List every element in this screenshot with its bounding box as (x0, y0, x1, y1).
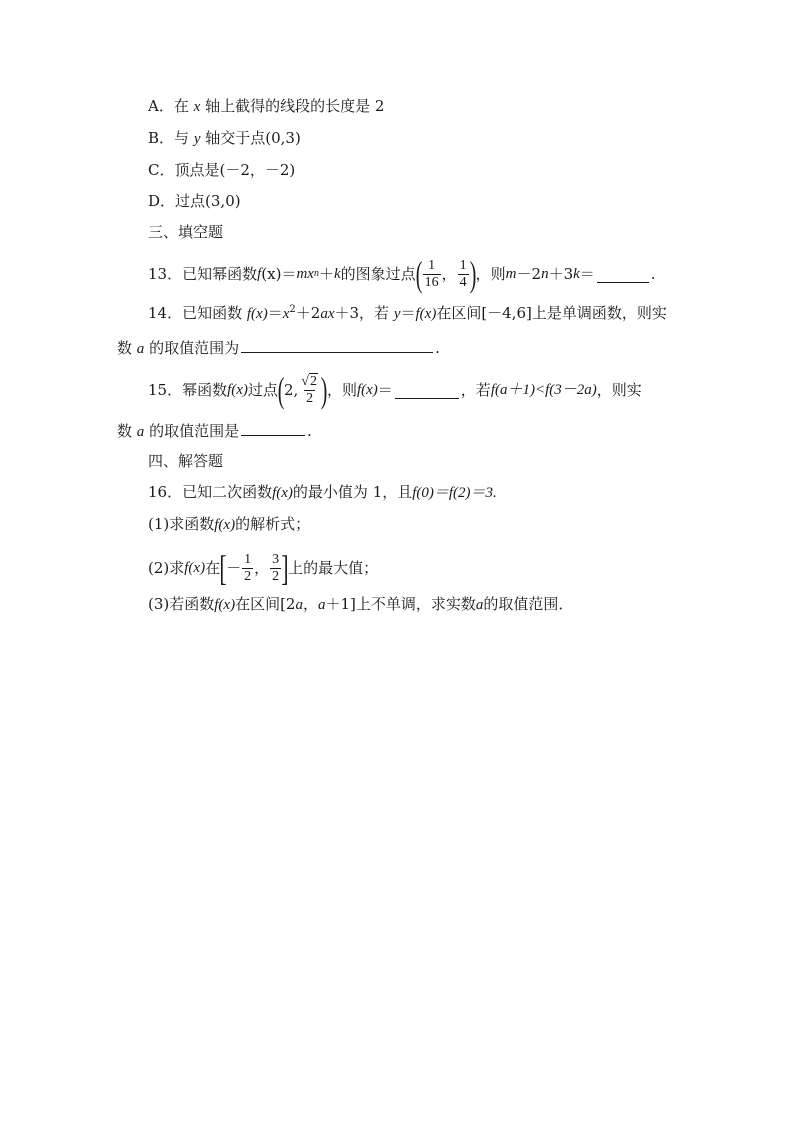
q15-frac-den: 2 (306, 390, 314, 406)
option-b-var: y (193, 131, 201, 147)
q14-y: y (393, 306, 401, 322)
q15-if: ，若 (460, 381, 491, 399)
q14-a: a (136, 341, 145, 357)
option-b (148, 128, 301, 149)
q16-p2-neg: － (226, 559, 242, 577)
q14-line2-prefix: 数 (117, 339, 133, 357)
q16-p2-right-bracket: ] (281, 548, 289, 588)
question-14-line-1 (148, 303, 667, 324)
q14-answer-blank[interactable] (241, 336, 433, 353)
q13-frac2-num: 1 (459, 257, 467, 273)
q15-fx2: f(x) (356, 382, 378, 398)
q15-condition: f(a＋1)<f(3－2a) (490, 382, 597, 398)
q13-expr-minus: －2 (516, 265, 542, 283)
q16-p3-a3: a (475, 597, 484, 613)
q13-prefix: 13．已知幂函数 (148, 265, 258, 283)
option-d-text: D．过点(3,0) (148, 192, 241, 210)
q15-fraction (299, 374, 320, 407)
option-a (148, 96, 384, 117)
q14-eqf: ＝ (400, 304, 416, 322)
q15-answer-blank-2[interactable] (241, 419, 305, 436)
q16-condition: f(0)＝f(2)＝3. (412, 485, 497, 501)
q15-frac-num (299, 374, 320, 390)
q15-right-paren: ) (320, 370, 328, 410)
q16-p3-fx: f(x) (214, 597, 236, 613)
q15-a: a (136, 424, 145, 440)
q14-fx: f(x) (246, 306, 268, 322)
option-c-text: C．顶点是(－2，－2) (148, 161, 296, 179)
q13-mx: mx (296, 266, 314, 282)
q13-frac1-den: 16 (424, 274, 439, 290)
q14-prefix: 14．已知函数 (148, 304, 243, 322)
q13-expr-k: k (573, 266, 580, 282)
q13-left-paren: ( (415, 254, 422, 294)
q15-left-paren: ( (277, 370, 285, 410)
q16-p3-a: a (295, 597, 303, 613)
question-16 (148, 482, 497, 503)
option-b-text: 轴交于点(0,3) (205, 129, 301, 147)
option-d (148, 191, 241, 211)
q16-p3-rest: 的取值范围． (483, 595, 574, 613)
q15-fx: f(x) (227, 382, 248, 398)
q13-expr-plus: ＋3 (548, 265, 574, 283)
option-b-label: B．与 (148, 129, 190, 147)
q15-then: ，则 (326, 381, 357, 399)
q16-p2-fraction-2 (270, 552, 281, 585)
q15-sqrt: √2 (301, 373, 317, 389)
q16-p2-frac2-den: 2 (272, 568, 280, 584)
q16-p2-fraction-1 (242, 552, 253, 585)
q13-k: k (333, 266, 341, 282)
q15-line2-prefix: 数 (117, 422, 133, 440)
q14-line2-rest: 的取值范围为 (149, 339, 240, 357)
q14-fx2: f(x) (415, 306, 437, 322)
section-answer-heading (148, 451, 223, 471)
q15-line2-rest: 的取值范围是 (149, 422, 240, 440)
q14-line1-rest: 在区间[－4,6]上是单调函数，则实 (436, 304, 667, 322)
q13-fx-paren: (x)＝ (261, 265, 297, 283)
q13-period: . (650, 265, 656, 283)
q16-p3-mid2: ＋1]上不单调，求实数 (325, 595, 476, 613)
q16-mid: 的最小值为 1，且 (292, 483, 413, 501)
q16-part-3 (148, 594, 573, 615)
q13-answer-blank[interactable] (597, 266, 649, 283)
q16-p3-mid: 在区间[2 (235, 595, 296, 613)
q16-p2-left-bracket: [ (219, 548, 227, 588)
q13-graph-text: 的图象过点 (340, 265, 416, 283)
q16-p2-frac2-num: 3 (272, 551, 280, 567)
q13-comma: ， (441, 265, 457, 283)
q16-p2-frac1-den: 2 (244, 568, 252, 584)
q16-part-1 (148, 514, 310, 535)
q16-p2-prefix: (2)求 (148, 559, 185, 577)
option-a-label: A．在 (148, 97, 189, 115)
q15-period: . (307, 422, 312, 440)
q13-fraction-1 (423, 258, 441, 291)
question-14-line-2 (117, 336, 440, 359)
q13-right-paren: ) (469, 254, 476, 294)
q15-two: 2, (283, 381, 299, 399)
q16-p2-comma: ， (254, 559, 270, 577)
q14-period: . (435, 339, 440, 357)
q16-p1-rest: 的解析式； (235, 515, 311, 533)
q15-line1-rest: ，则实 (596, 381, 642, 399)
question-13: 13．已知幂函数 f (x)＝ mx n ＋ k 的图象过点 ( $\frac{1}{16}$ ， $\frac{1}{4}$ ) ，则 m －2 n ＋3 k ＝ . (148, 254, 656, 294)
q13-then: ，则 (475, 265, 506, 283)
q13-plus: ＋ (318, 265, 334, 283)
section-fill-in-heading (148, 222, 223, 242)
q16-p2-fx: f(x) (184, 560, 206, 576)
q13-expr-m: m (505, 266, 517, 282)
q14-square: 2 (289, 304, 296, 315)
q13-fraction-2 (458, 258, 469, 291)
q14-ax: ax (320, 306, 335, 322)
q15-passes: 过点 (247, 381, 278, 399)
q15-answer-blank-1[interactable] (395, 382, 459, 399)
q16-fx: f(x) (272, 485, 293, 501)
q15-sqrt-radicand: 2 (309, 373, 317, 389)
q16-part-2 (148, 546, 378, 590)
q16-p2-rest: 上的最大值； (288, 559, 379, 577)
q16-p1-prefix: (1)求函数 (148, 515, 215, 533)
q13-expr-eq: ＝ (579, 265, 595, 283)
q16-p3-comma: ， (302, 595, 318, 613)
q14-eq: ＝ (267, 304, 283, 322)
q13-f: f (257, 266, 262, 282)
option-a-var: x (193, 99, 201, 115)
q16-p3-prefix: (3)若函数 (148, 595, 215, 613)
q15-prefix: 15．幂函数 (148, 381, 228, 399)
q16-p2-in: 在 (205, 559, 221, 577)
q13-frac2-den: 4 (459, 274, 467, 290)
section-4-heading: 四、解答题 (148, 452, 224, 470)
option-a-text: 轴上截得的线段的长度是 2 (205, 97, 385, 115)
q15-eq: ＝ (377, 381, 393, 399)
option-c (148, 160, 295, 180)
q13-expr-n: n (541, 266, 549, 282)
q16-prefix: 16．已知二次函数 (148, 483, 273, 501)
q13-frac1-num: 1 (428, 257, 436, 273)
q16-p1-fx: f(x) (214, 517, 236, 533)
question-15-line-1 (148, 368, 642, 412)
q14-plus2: ＋2 (295, 304, 321, 322)
q14-x: x (282, 306, 290, 322)
section-3-heading: 三、填空题 (148, 223, 224, 241)
question-15-line-2 (117, 419, 312, 442)
q14-plus3: ＋3，若 (334, 304, 390, 322)
q16-p3-a2: a (318, 597, 326, 613)
q16-p2-frac1-num: 1 (244, 551, 252, 567)
